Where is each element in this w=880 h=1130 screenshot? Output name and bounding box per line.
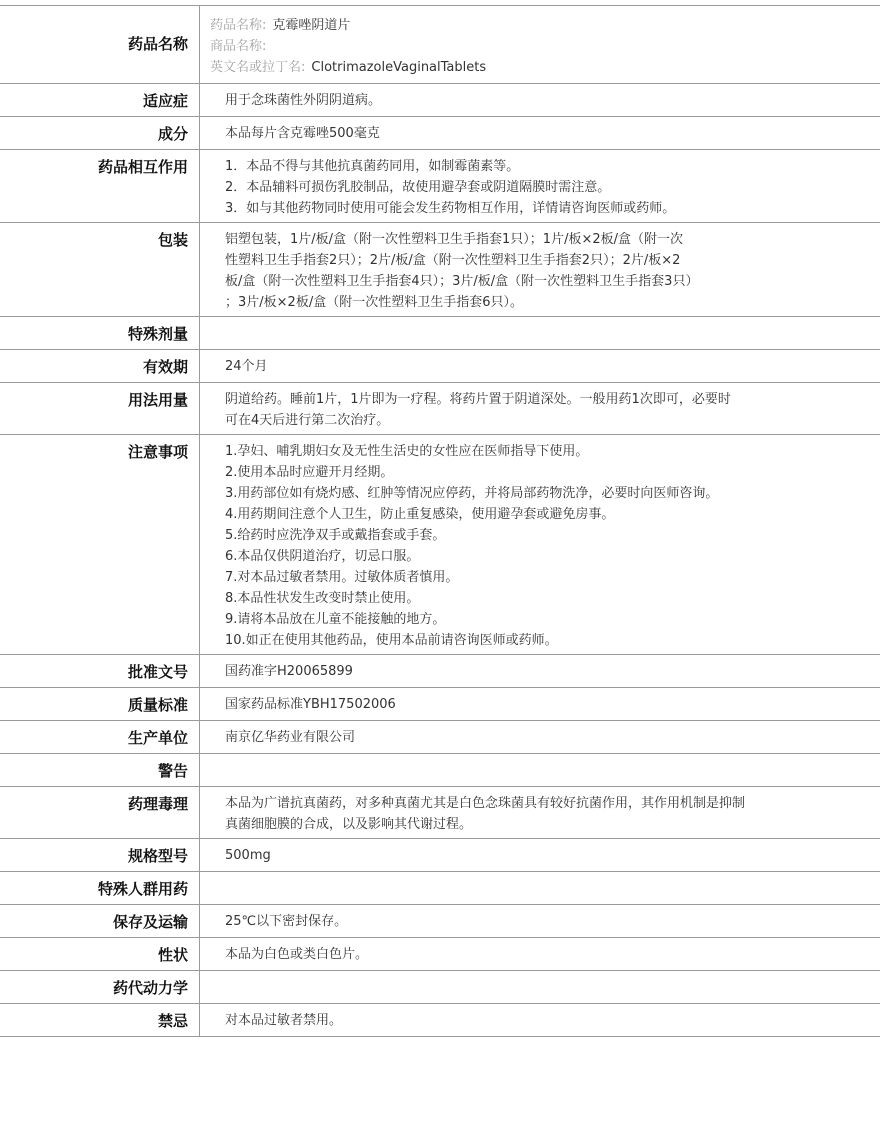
row-label: 禁忌	[0, 1004, 200, 1036]
trade-name-line	[210, 36, 870, 57]
text-line: 1．本品不得与其他抗真菌药同用，如制霉菌素等。	[225, 159, 520, 174]
text-line: 性塑料卫生手指套2只）；2片/板/盒（附一次性塑料卫生手指套2只）；2片/板×2	[225, 253, 681, 268]
text-line: 9.请将本品放在儿童不能接触的地方。	[225, 612, 446, 627]
text-line: 4.用药期间注意个人卫生，防止重复感染，使用避孕套或避免房事。	[225, 507, 615, 522]
text-line: 3．如与其他药物同时使用可能会发生药物相互作用，详情请咨询医师或药师。	[225, 201, 676, 216]
row-value: 本品为白色或类白色片。	[225, 947, 369, 962]
row-value: 对本品过敏者禁用。	[225, 1013, 343, 1028]
row-value	[200, 971, 880, 1003]
row-label: 警告	[0, 754, 200, 786]
row-label: 成分	[0, 117, 200, 149]
text-line: 本品为广谱抗真菌药，对多种真菌尤其是白色念珠菌具有较好抗菌作用，其作用机制是抑制	[225, 796, 746, 811]
row-package	[0, 223, 880, 317]
row-label: 药品名称	[0, 6, 200, 83]
row-special-dosage	[0, 317, 880, 350]
row-value	[200, 383, 880, 434]
row-value: 500mg	[225, 848, 271, 863]
row-value: 24个月	[225, 359, 268, 374]
row-label: 注意事项	[0, 435, 200, 654]
english-name-key: 英文名或拉丁名:	[210, 60, 306, 75]
row-value	[200, 150, 880, 222]
row-label: 性状	[0, 938, 200, 970]
row-label: 包装	[0, 223, 200, 316]
row-label: 规格型号	[0, 839, 200, 871]
generic-name-key: 药品名称:	[210, 18, 267, 33]
row-label: 特殊剂量	[0, 317, 200, 349]
row-character	[0, 938, 880, 971]
row-label: 特殊人群用药	[0, 872, 200, 904]
text-line: 5.给药时应洗净双手或戴指套或手套。	[225, 528, 446, 543]
row-value: 25℃以下密封保存。	[225, 914, 348, 929]
text-line: ；3片/板×2板/盒（附一次性塑料卫生手指套6只）。	[225, 295, 523, 310]
text-line: 真菌细胞膜的合成，以及影响其代谢过程。	[225, 817, 473, 832]
row-precautions	[0, 435, 880, 655]
english-name-line	[210, 57, 870, 78]
row-label: 生产单位	[0, 721, 200, 753]
row-special-population	[0, 872, 880, 905]
row-storage	[0, 905, 880, 938]
row-indication	[0, 84, 880, 117]
text-line: 7.对本品过敏者禁用。过敏体质者慎用。	[225, 570, 459, 585]
row-value	[200, 317, 880, 349]
row-label: 批准文号	[0, 655, 200, 687]
row-interaction	[0, 150, 880, 223]
row-composition	[0, 117, 880, 150]
row-value: 国家药品标准YBH17502006	[225, 697, 396, 712]
row-value: 国药准字H20065899	[225, 664, 353, 679]
row-value	[200, 787, 880, 838]
row-warning	[0, 754, 880, 787]
text-line: 可在4天后进行第二次治疗。	[225, 413, 390, 428]
row-approval	[0, 655, 880, 688]
text-line: 3.用药部位如有烧灼感、红肿等情况应停药，并将局部药物洗净，必要时向医师咨询。	[225, 486, 719, 501]
row-label: 用法用量	[0, 383, 200, 434]
row-label: 药代动力学	[0, 971, 200, 1003]
english-name-value: ClotrimazoleVaginalTablets	[311, 60, 487, 75]
text-line: 2．本品辅料可损伤乳胶制品，故使用避孕套或阴道隔膜时需注意。	[225, 180, 611, 195]
row-value	[200, 223, 880, 316]
drug-names	[200, 6, 880, 83]
row-pharmacokinetics	[0, 971, 880, 1004]
row-spec	[0, 839, 880, 872]
row-contraindication	[0, 1004, 880, 1037]
row-drug-name	[0, 6, 880, 84]
row-value	[200, 435, 880, 654]
generic-name-line	[210, 15, 870, 36]
row-validity	[0, 350, 880, 383]
text-line: 6.本品仅供阴道治疗，切忌口服。	[225, 549, 420, 564]
text-line: 1.孕妇、哺乳期妇女及无性生活史的女性应在医师指导下使用。	[225, 444, 589, 459]
text-line: 铝塑包装，1片/板/盒（附一次性塑料卫生手指套1只）；1片/板×2板/盒（附一次	[225, 232, 683, 247]
row-label: 药理毒理	[0, 787, 200, 838]
row-value: 南京亿华药业有限公司	[225, 730, 356, 745]
drug-info-table	[0, 5, 880, 1037]
row-value	[200, 872, 880, 904]
trade-name-key: 商品名称:	[210, 39, 267, 54]
text-line: 板/盒（附一次性塑料卫生手指套4只）；3片/板/盒（附一次性塑料卫生手指套3只）	[225, 274, 699, 289]
text-line: 阴道给药。睡前1片，1片即为一疗程。将药片置于阴道深处。一般用药1次即可，必要时	[225, 392, 731, 407]
generic-name-value: 克霉唑阴道片	[272, 18, 351, 33]
row-label: 质量标准	[0, 688, 200, 720]
row-value: 用于念珠菌性外阴阴道病。	[225, 93, 382, 108]
row-standard	[0, 688, 880, 721]
row-label: 保存及运输	[0, 905, 200, 937]
text-line: 2.使用本品时应避开月经期。	[225, 465, 394, 480]
row-value: 本品每片含克霉唑500毫克	[225, 126, 380, 141]
row-label: 药品相互作用	[0, 150, 200, 222]
row-manufacturer	[0, 721, 880, 754]
row-usage	[0, 383, 880, 435]
text-line: 8.本品性状发生改变时禁止使用。	[225, 591, 420, 606]
row-pharmacology	[0, 787, 880, 839]
row-label: 适应症	[0, 84, 200, 116]
row-label: 有效期	[0, 350, 200, 382]
text-line: 10.如正在使用其他药品，使用本品前请咨询医师或药师。	[225, 633, 558, 648]
row-value	[200, 754, 880, 786]
